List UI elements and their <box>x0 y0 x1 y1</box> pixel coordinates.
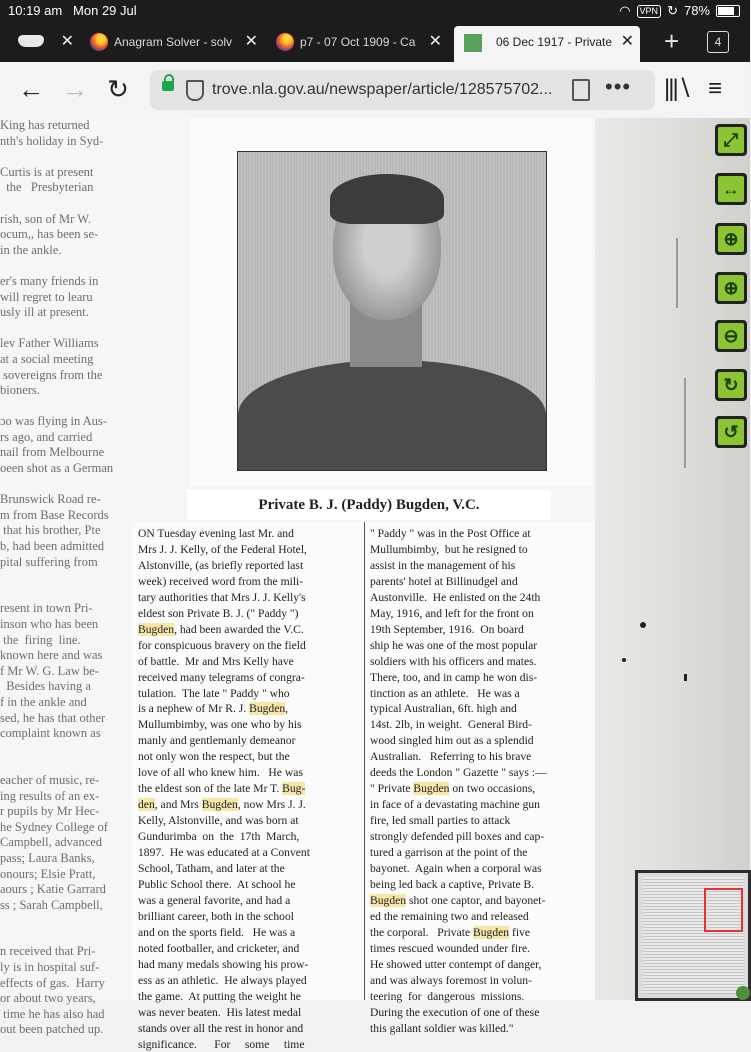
text-line: he Sydney College of <box>0 820 132 836</box>
text-line: tinction as an athlete. He was a <box>370 686 594 702</box>
text-line: significance. For some time <box>138 1037 362 1052</box>
text-line: stands over all the rest in honor and <box>138 1021 362 1037</box>
text-line: nail from Melbourne <box>0 445 132 461</box>
zoom-in-icon: ⊕ <box>718 275 744 301</box>
newspaper-viewer[interactable] <box>0 118 750 1000</box>
text-line: deeds the London " Gazette " says :— <box>370 765 594 781</box>
fullscreen-button[interactable] <box>715 124 747 156</box>
text-line <box>0 258 132 274</box>
lock-icon <box>162 81 174 91</box>
text-line: at a social meeting <box>0 352 132 368</box>
text-line: ss ; Sarah Campbell, <box>0 898 132 914</box>
firefox-favicon-icon <box>90 33 108 51</box>
text-line: ɔo was flying in Aus- <box>0 414 132 430</box>
zoom-out-icon: ⊖ <box>718 323 744 349</box>
text-line: f Mr W. G. Law be- <box>0 664 132 680</box>
adjacent-column-text <box>0 118 132 1038</box>
orientation-lock-icon: ↻ <box>667 0 678 22</box>
text-line: During the execution of one of these <box>370 1005 594 1021</box>
text-line: Gundurimba on the 17th March, <box>138 829 362 845</box>
status-icons <box>619 0 740 22</box>
text-line: was a general favorite, and had a <box>138 893 362 909</box>
text-line: wood singled him out as a splendid <box>370 733 594 749</box>
text-line: King has returned <box>0 118 132 134</box>
url-text[interactable]: trove.nla.gov.au/newspaper/article/128575702... <box>212 70 557 110</box>
firefox-favicon-icon <box>276 33 294 51</box>
status-bar <box>0 0 750 22</box>
url-bar[interactable] <box>150 70 655 110</box>
minimap-toggle-icon[interactable] <box>736 986 750 1000</box>
text-line: for conspicuous bravery on the field <box>138 638 362 654</box>
text-line: Alstonville, (as briefly reported last <box>138 558 362 574</box>
text-line: Mrs J. J. Kelly, of the Federal Hotel, <box>138 542 362 558</box>
fullscreen-icon: ⤢ <box>718 127 744 153</box>
reader-view-icon[interactable] <box>572 79 590 101</box>
battery-percent: 78% <box>684 0 710 22</box>
text-line: typical Australian, 6ft. high and <box>370 701 594 717</box>
article-column-2 <box>370 526 594 1037</box>
text-line: bioners. <box>0 383 132 399</box>
article-column-1 <box>138 526 362 1052</box>
zoom-in-icon: ⊕ <box>718 226 744 252</box>
hamburger-menu-icon[interactable]: ≡ <box>708 74 722 104</box>
text-line: tary authorities that Mrs J. J. Kelly's <box>138 590 362 606</box>
text-line: sovereigns from the <box>0 368 132 384</box>
text-line: Public School there. At school he <box>138 877 362 893</box>
text-line: Bugden, had been awarded the V.C. <box>138 622 362 638</box>
zoom-in-button[interactable] <box>715 223 747 255</box>
text-line: bayonet. Again when a corporal was <box>370 861 594 877</box>
browser-toolbar <box>0 62 750 119</box>
text-line: Kelly, Alstonville, and was born at <box>138 813 362 829</box>
photo-caption: Private B. J. (Paddy) Bugden, V.C. <box>187 490 551 520</box>
text-line: rs ago, and carried <box>0 430 132 446</box>
text-line: week) received word from the mili- <box>138 574 362 590</box>
text-line: Campbell, advanced <box>0 835 132 851</box>
text-line <box>0 570 132 586</box>
text-line <box>0 196 132 212</box>
text-line: oeen shot as a German <box>0 461 132 477</box>
status-date: Mon 29 Jul <box>73 3 137 18</box>
print-crease <box>684 378 686 468</box>
text-line: Mullumbimby, was one who by his <box>138 717 362 733</box>
back-arrow-icon[interactable]: ← <box>16 74 46 104</box>
text-line: out been patched up. <box>0 1022 132 1038</box>
text-line: this gallant soldier was killed." <box>370 1021 594 1037</box>
text-line: pass; Laura Banks, <box>0 851 132 867</box>
text-line: teering for dangerous missions. <box>370 989 594 1005</box>
text-line: Bugden shot one captor, and bayonet- <box>370 893 594 909</box>
column-divider <box>364 522 365 1000</box>
text-line: ing results of an ex- <box>0 789 132 805</box>
text-line <box>0 929 132 945</box>
forward-arrow-icon[interactable]: → <box>60 74 90 104</box>
text-line: He showed utter contempt of danger, <box>370 957 594 973</box>
text-line: Australian. Referring to his brave <box>370 749 594 765</box>
page-minimap[interactable] <box>635 870 751 1001</box>
text-line: assist in the management of his <box>370 558 594 574</box>
text-line: effects of gas. Harry <box>0 976 132 992</box>
text-line: fire, led small parties to attack <box>370 813 594 829</box>
text-line: Curtis is at present <box>0 165 132 181</box>
text-line: lev Father Williams <box>0 336 132 352</box>
text-line: noted footballer, and cricketer, and <box>138 941 362 957</box>
text-line: ocum,, has been se- <box>0 227 132 243</box>
text-line: m from Base Records <box>0 508 132 524</box>
vpn-badge: VPN <box>637 5 662 18</box>
tab-close-icon[interactable]: ✕ <box>245 26 258 58</box>
print-speck <box>622 658 626 662</box>
article-body <box>132 522 595 1000</box>
text-line: not only won the respect, but the <box>138 749 362 765</box>
text-line: manly and gentlemanly demeanor <box>138 733 362 749</box>
text-line: " Paddy " was in the Post Office at <box>370 526 594 542</box>
text-line: inson who has been <box>0 617 132 633</box>
text-line: soldiers with his officers and mates. <box>370 654 594 670</box>
tab-private-active[interactable] <box>454 26 640 62</box>
text-line: the corporal. Private Bugden five <box>370 925 594 941</box>
text-line: Brunswick Road re- <box>0 492 132 508</box>
text-line <box>0 399 132 415</box>
rotate-left-button[interactable] <box>715 416 747 448</box>
text-line: b, had been admitted <box>0 539 132 555</box>
text-line: rish, son of Mr W. <box>0 212 132 228</box>
print-speck <box>684 674 687 681</box>
text-line: complaint known as <box>0 726 132 742</box>
text-line: or about two years, <box>0 991 132 1007</box>
text-line: in face of a devastating machine gun <box>370 797 594 813</box>
text-line: the firing line. <box>0 633 132 649</box>
rotate-right-button[interactable] <box>715 369 747 401</box>
tab-anagram-solver[interactable] <box>86 26 264 58</box>
text-line: pital suffering from <box>0 555 132 571</box>
text-line <box>0 149 132 165</box>
text-line: May, 1916, and left for the front on <box>370 606 594 622</box>
text-line: 19th September, 1916. On board <box>370 622 594 638</box>
text-line: that his brother, Pte <box>0 523 132 539</box>
text-line: had many medals showing his prow- <box>138 957 362 973</box>
trove-favicon-icon <box>464 34 482 52</box>
text-line: was never beaten. His latest medal <box>138 1005 362 1021</box>
fit-width-button[interactable] <box>715 173 747 205</box>
text-line: strongly defended pill boxes and cap- <box>370 829 594 845</box>
text-line <box>0 913 132 929</box>
rotate-clockwise-icon: ↻ <box>718 372 744 398</box>
text-line: Besides having a <box>0 679 132 695</box>
wifi-icon: ◠ <box>619 0 630 22</box>
text-line: " Private Bugden on two occasions, <box>370 781 594 797</box>
text-line: aours ; Katie Garrard <box>0 882 132 898</box>
text-line: er's many friends in <box>0 274 132 290</box>
fit-width-icon: ↔ <box>718 176 744 202</box>
text-line: ed the remaining two and released <box>370 909 594 925</box>
text-line: time he has also had <box>0 1007 132 1023</box>
text-line: love of all who knew him. He was <box>138 765 362 781</box>
text-line <box>0 321 132 337</box>
text-line: is a nephew of Mr R. J. Bugden, <box>138 701 362 717</box>
text-line: of battle. Mr and Mrs Kelly have <box>138 654 362 670</box>
tracking-shield-icon[interactable] <box>186 80 204 101</box>
tab-close-icon[interactable]: ✕ <box>61 26 74 58</box>
text-line: onours; Elsie Pratt, <box>0 867 132 883</box>
text-line: the eldest son of the late Mr T. Bug- <box>138 781 362 797</box>
print-speck <box>640 622 646 628</box>
text-line: ship he was one of the most popular <box>370 638 594 654</box>
text-line: and was always foremost in volun- <box>370 973 594 989</box>
text-line: 14st. 2lb, in weight. General Bird- <box>370 717 594 733</box>
text-line: ly is in hospital suf- <box>0 960 132 976</box>
library-icon[interactable]: |||∖ <box>664 74 690 104</box>
text-line: tured a garrison at the point of the <box>370 845 594 861</box>
text-line: f in the ankle and <box>0 695 132 711</box>
status-time: 10:19 am <box>8 3 62 18</box>
more-dots-icon[interactable]: ••• <box>605 74 631 100</box>
text-line: brilliant career, both in the school <box>138 909 362 925</box>
text-line: tulation. The late " Paddy " who <box>138 686 362 702</box>
tab-p7-1909[interactable] <box>272 26 448 58</box>
text-line: eldest son Private B. J. (" Paddy ") <box>138 606 362 622</box>
text-line: ON Tuesday evening last Mr. and <box>138 526 362 542</box>
tab-count-button[interactable]: 4 <box>707 31 729 53</box>
text-line: known here and was <box>0 648 132 664</box>
text-line <box>0 477 132 493</box>
tab-label: Anagram Solver - solv <box>114 26 238 58</box>
text-line: in the ankle. <box>0 243 132 259</box>
zoom-out-button[interactable] <box>715 320 747 352</box>
text-line: 1897. He was educated at a Convent <box>138 845 362 861</box>
text-line: being led back a captive, Private B. <box>370 877 594 893</box>
text-line: parents' hotel at Billinudgel and <box>370 574 594 590</box>
portrait-photo <box>237 151 547 471</box>
text-line <box>0 757 132 773</box>
tab-label: 06 Dec 1917 - Private <box>496 26 614 58</box>
text-line: ess as an athletic. He always played <box>138 973 362 989</box>
text-line: received many telegrams of congra- <box>138 670 362 686</box>
tab-private-browsing[interactable] <box>2 26 80 58</box>
print-crease <box>676 238 678 308</box>
text-line: den, and Mrs Bugden, now Mrs J. J. <box>138 797 362 813</box>
text-line: will regret to learu <box>0 290 132 306</box>
battery-icon <box>716 5 740 17</box>
new-tab-plus-icon[interactable]: + <box>664 28 679 54</box>
text-line: There, too, and in camp he won dis- <box>370 670 594 686</box>
text-line: eacher of music, re- <box>0 773 132 789</box>
text-line: the game. At putting the weight he <box>138 989 362 1005</box>
text-line: Austonville. He enlisted on the 24th <box>370 590 594 606</box>
reload-icon[interactable]: ↻ <box>103 74 133 104</box>
text-line: n received that Pri- <box>0 944 132 960</box>
text-line: Mullumbimby, but he resigned to <box>370 542 594 558</box>
private-mask-icon <box>18 35 44 47</box>
tab-strip <box>0 22 750 62</box>
text-line: usly ill at present. <box>0 305 132 321</box>
text-line <box>0 742 132 758</box>
text-line: School, Tatham, and later at the <box>138 861 362 877</box>
tab-label: p7 - 07 Oct 1909 - Ca <box>300 26 422 58</box>
tab-close-icon[interactable]: ✕ <box>621 26 634 58</box>
tab-close-icon[interactable]: ✕ <box>429 26 442 58</box>
status-time-date <box>8 0 137 22</box>
text-line: times rescued wounded under fire. <box>370 941 594 957</box>
zoom-in-more-button[interactable] <box>715 272 747 304</box>
text-line: resent in town Pri- <box>0 601 132 617</box>
rotate-anticlockwise-icon: ↺ <box>718 419 744 445</box>
text-line <box>0 586 132 602</box>
minimap-viewport[interactable] <box>704 888 743 932</box>
text-line: and on the sports field. He was a <box>138 925 362 941</box>
text-line: sed, he has that other <box>0 711 132 727</box>
text-line: nth's holiday in Syd- <box>0 134 132 150</box>
text-line: r pupils by Mr Hec- <box>0 804 132 820</box>
text-line: the Presbyterian <box>0 180 132 196</box>
